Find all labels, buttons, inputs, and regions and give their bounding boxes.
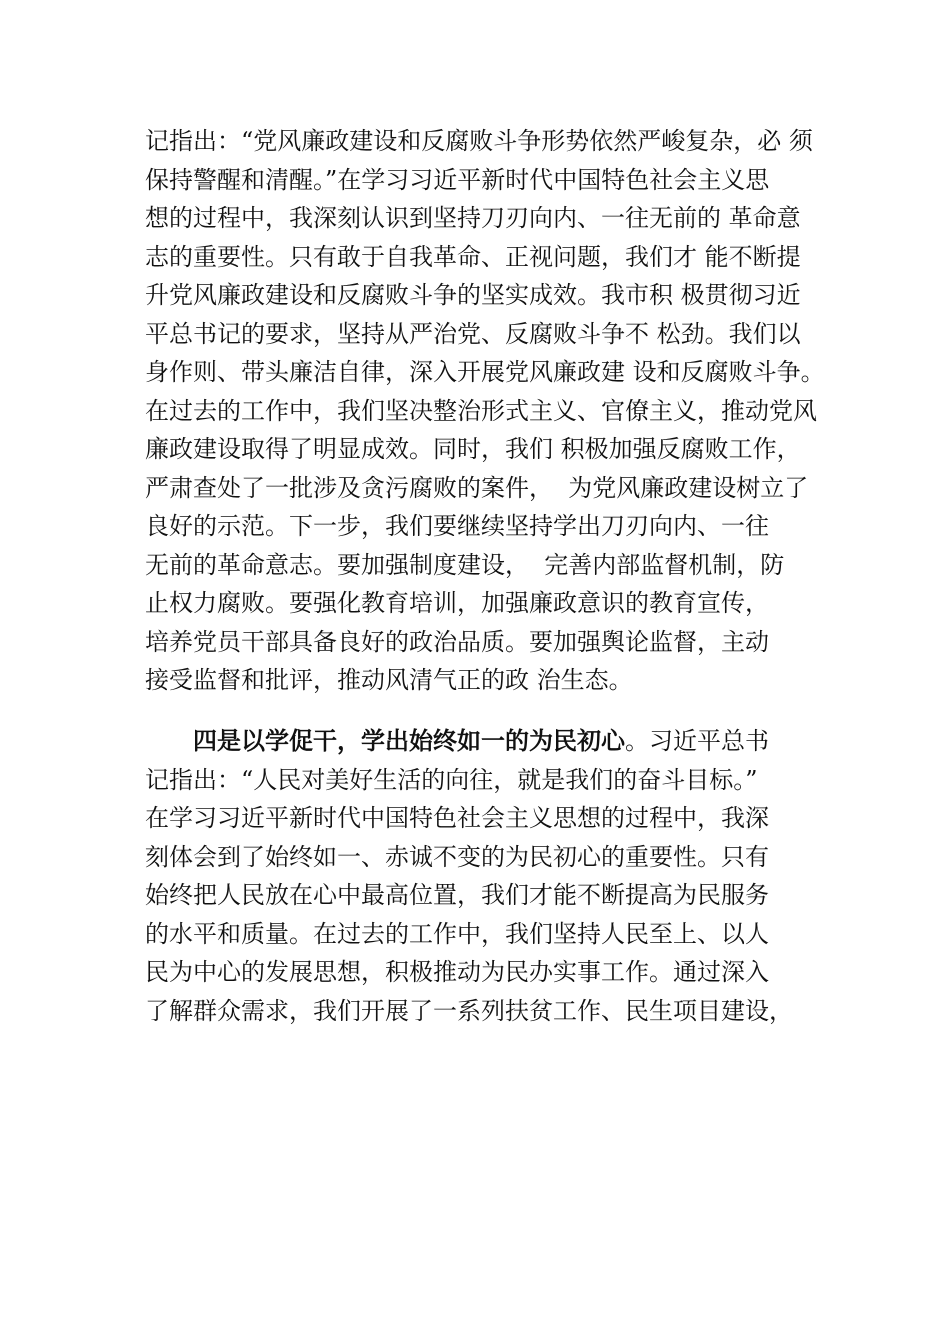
text-line: 严肃查处了一批涉及贪污腐败的案件， 为党风廉政建设树立了: [145, 473, 809, 502]
text-line: 记指出：“人民对美好生活的向往，就是我们的奋斗目标。”: [145, 765, 758, 794]
text-line: 的水平和质量。在过去的工作中，我们坚持人民至上、以人: [145, 919, 769, 948]
text-line: 始终把人民放在心中最高位置，我们才能不断提高为民服务: [145, 881, 769, 909]
text-line: 在过去的工作中，我们坚决整治形式主义、官僚主义，推动党风: [145, 396, 817, 425]
body-paragraph: [145, 122, 825, 700]
text-line: 止权力腐败。要强化教育培训，加强廉政意识的教育宣传，: [145, 589, 769, 617]
text-line: 记指出：“党风廉政建设和反腐败斗争形势依然严峻复杂，必 须: [145, 127, 813, 155]
text-line: 培养党员干部具备良好的政治品质。要加强舆论监督，主动: [145, 627, 769, 656]
text-line: 想的过程中，我深刻认识到坚持刀刃向内、一往无前的 革命意: [145, 204, 801, 232]
text-line: 了解群众需求，我们开展了一系列扶贫工作、民生项目建设，: [145, 996, 793, 1025]
text-line: 平总书记的要求，坚持从严治党、反腐败斗争不 松劲。我们以: [145, 319, 801, 348]
text-line: 廉政建设取得了明显成效。同时，我们 积极加强反腐败工作，: [145, 435, 801, 463]
text-line: 保持警醒和清醒。”在学习习近平新时代中国特色社会主义思: [145, 165, 770, 194]
text-line: 身作则、带头廉洁自律，深入开展党风廉政建 设和反腐败斗争。: [145, 358, 825, 386]
text-line: 接受监督和批评，推动风清气正的政 治生态。: [145, 666, 633, 694]
text-line: 良好的示范。下一步，我们要继续坚持学出刀刃向内、一往: [145, 512, 769, 540]
text-line: 无前的革命意志。要加强制度建设， 完善内部监督机制，防: [145, 550, 785, 579]
section-heading: 四是以学促干，学出始终如一的为民初心: [193, 727, 625, 755]
heading-trailing-text: 。习近平总书: [625, 727, 769, 755]
text-line: 在学习习近平新时代中国特色社会主义思想的过程中，我深: [145, 804, 769, 832]
paragraph-first-line: [145, 722, 793, 761]
text-line: 升党风廉政建设和反腐败斗争的坚实成效。我市积 极贯彻习近: [145, 281, 801, 309]
text-line: 刻体会到了始终如一、赤诚不变的为民初心的重要性。只有: [145, 842, 769, 871]
body-paragraph-point-four: [145, 722, 793, 1030]
text-line: 志的重要性。只有敢于自我革命、正视问题，我们才 能不断提: [145, 242, 801, 271]
text-line: 民为中心的发展思想，积极推动为民办实事工作。通过深入: [145, 958, 769, 986]
